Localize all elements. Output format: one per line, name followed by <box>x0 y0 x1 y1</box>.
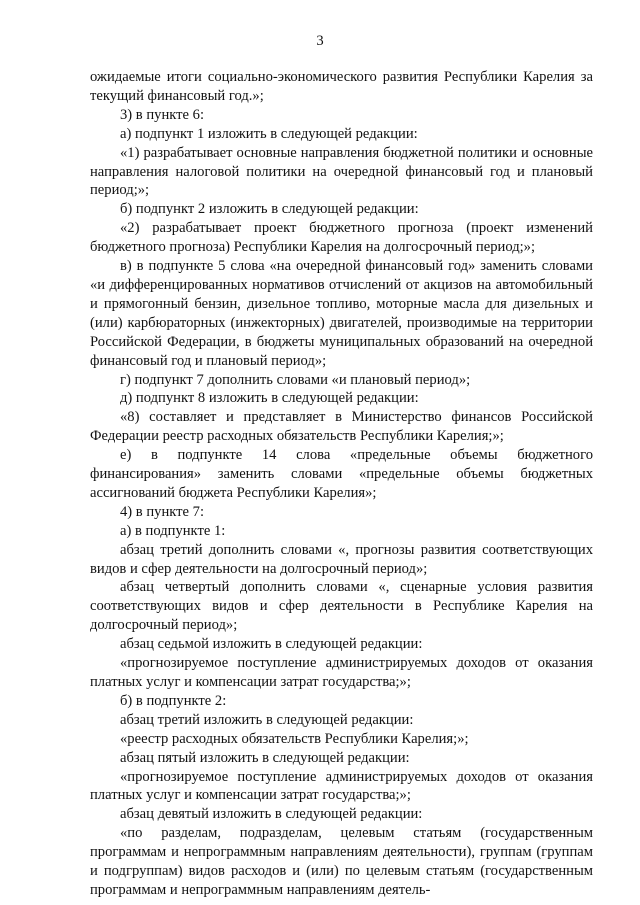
paragraph-13: а) в подпункте 1: <box>120 522 226 539</box>
document-body <box>90 68 593 900</box>
paragraph-18: б) в подпункте 2: <box>120 692 227 709</box>
paragraph-6: «2) разрабатывает проект бюджетного прогноза (проект изменений бюджетного прогноза) Республики Карелия на долгосрочный период;»; <box>90 220 593 256</box>
paragraph-16: абзац седьмой изложить в следующей редакции: <box>120 636 423 653</box>
paragraph-21: абзац пятый изложить в следующей редакции: <box>120 749 410 766</box>
paragraph-23: абзац девятый изложить в следующей редакции: <box>120 806 423 823</box>
paragraph-4: «1) разрабатывает основные направления бюджетной политики и основные направления налоговой политики на очередной финансовый год и плановый период;»; <box>90 144 593 199</box>
paragraph-12: 4) в пункте 7: <box>120 503 205 520</box>
paragraph-15: абзац четвертый дополнить словами «, сценарные условия развития соответствующих видов и сфер деятельности в Республике Карелия на долгосрочный период»; <box>90 579 593 634</box>
paragraph-19: абзац третий изложить в следующей редакции: <box>120 711 414 728</box>
paragraph-5: б) подпункт 2 изложить в следующей редакции: <box>120 201 419 218</box>
paragraph-3: а) подпункт 1 изложить в следующей редакции: <box>120 125 418 142</box>
paragraph-1: ожидаемые итоги социально-экономического развития Республики Карелия за текущий финансовый год.»; <box>90 69 593 104</box>
paragraph-9: д) подпункт 8 изложить в следующей редакции: <box>120 390 419 407</box>
paragraph-2: 3) в пункте 6: <box>120 106 205 123</box>
paragraph-14: абзац третий дополнить словами «, прогнозы развития соответствующих видов и сфер деятельности на долгосрочный период»; <box>90 541 593 577</box>
paragraph-22: «прогнозируемое поступление администрируемых доходов от оказания платных услуг и компенсации затрат государства;»; <box>90 768 593 804</box>
paragraph-11: е) в подпункте 14 слова «предельные объемы бюджетного финансирования» заменить словами «предельные объемы бюджетных ассигнований бюджета Республики Карелия»; <box>90 447 593 501</box>
paragraph-20: «реестр расходных обязательств Республики Карелия;»; <box>120 730 469 747</box>
paragraph-8: г) подпункт 7 дополнить словами «и плановый период»; <box>120 371 471 388</box>
paragraph-10: «8) составляет и представляет в Министерство финансов Российской Федерации реестр расходных обязательств Республики Карелия;»; <box>90 409 593 445</box>
page-number: 3 <box>316 33 324 49</box>
paragraph-7: в) в подпункте 5 слова «на очередной финансовый год» заменить словами «и дифференцированных нормативов отчислений от акцизов на автомобильный и прямогонный бензин, дизельное топливо, моторные масла для дизельных и (или) карбюраторных (инжекторных) двигателей, производимые на территории Российской Федерации, в бюджеты муниципальных образований на очередной финансовый год и плановый период»; <box>90 258 593 369</box>
paragraph-17: «прогнозируемое поступление администрируемых доходов от оказания платных услуг и компенсации затрат государства;»; <box>90 655 593 690</box>
paragraph-24: «по разделам, подразделам, целевым статьям (государственным программам и непрограммным направлениям деятельности), группам (группам и подгруппам) видов расходов и (или) по целевым статьям (государственным программам и непрограммным направлениям деятель- <box>90 825 593 898</box>
